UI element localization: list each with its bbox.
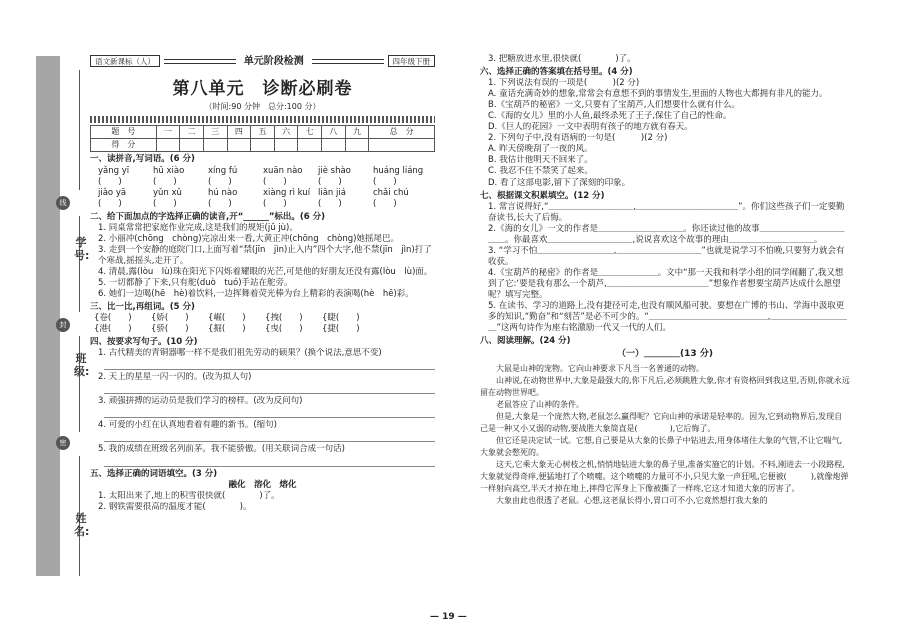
score-cell[interactable] (203, 139, 227, 152)
question-item: 5. 我的成绩在班级名列前茅。我不能骄傲。(用关联词合成一句话) (98, 444, 345, 455)
passage-paragraph: 但它还是决定试一试。它想,自己要是从大象的长鼻子中钻进去,用身体堵住大象的气管,不让它喘气,大象就会憋死的。 (480, 435, 843, 457)
passage-title: （一）＿＿＿＿(13 分) (617, 349, 713, 360)
binding-seal-icon: 线 (56, 196, 70, 210)
right-column (480, 54, 850, 507)
header-band: 单元阶段检测 (243, 55, 304, 67)
option: A. 童话充满奇妙的想象,常常会有意想不到的事情发生,里面的人物也大都拥有非凡的能力。 (488, 89, 828, 100)
word-bank: 融化 溶化 熔化 (228, 479, 297, 490)
score-header-cell: 八 (322, 126, 346, 139)
score-header-cell: 一 (156, 126, 180, 139)
section-title: 八、阅读理解。(24 分) (480, 336, 571, 347)
score-cell[interactable] (345, 139, 369, 152)
score-header-cell: 五 (251, 126, 275, 139)
binding-seal-icon: 封 (56, 318, 70, 332)
name-label: 姓名: (74, 512, 90, 538)
textbook-tag: 语文新课标（人） (90, 55, 160, 67)
question-item: 6. 她们一边喝(hē hè)着饮料,一边挥舞着荧光棒为台上精彩的表演喝(hè hē)彩。 (98, 289, 414, 300)
cut-line (79, 70, 80, 190)
score-cell[interactable] (251, 139, 275, 152)
score-cell[interactable] (369, 139, 435, 152)
score-header-cell: 四 (227, 126, 251, 139)
option: D. 看了这部电影,留下了深刻的印象。 (488, 177, 631, 188)
score-cell[interactable] (156, 139, 180, 152)
page-title: 第八单元 诊断必刷卷 (172, 79, 353, 99)
cut-line (79, 216, 80, 312)
binding-seal-icon: 密 (56, 436, 70, 450)
score-header-cell: 七 (298, 126, 322, 139)
class-label: 班级: (74, 352, 90, 378)
question-item: 4. 清晨,露(lòu lù)珠在阳光下闪烁着耀眼的光芒,可是他的好朋友还没有露(lòu lù)面。 (98, 266, 433, 277)
page-number: — 19 — (430, 612, 467, 622)
fill-item: 2.《海的女儿》一文的作者是＿＿＿＿＿＿＿＿＿＿。你还读过他的故事＿＿＿＿＿＿＿＿＿＿＿＿。你最喜欢＿＿＿＿＿＿＿＿＿＿,说说喜欢这个故事的理由＿＿＿＿＿＿＿＿＿＿。 (488, 223, 845, 245)
question-item: 1. 下列说法有误的一项是( )(2 分) (488, 78, 640, 89)
passage-paragraph: 这天,它乘大象无心树枝之机,悄悄地钻进大象的鼻子里,准备实施它的计划。不料,刚进去一小段路程,大象就觉得奇痒,便猛地打了个喷嚏。这个喷嚏的力量可不小,只见大象一声狂吼,它便被( ),就像炮弹一样射向高空,半天才掉在地上,摔得它浑身上下像被撕了一样疼,它这才知道大象的厉害了。 (480, 459, 849, 493)
page-header (90, 54, 435, 68)
score-cell[interactable] (274, 139, 298, 152)
cut-line (79, 336, 80, 432)
passage-paragraph: 但是,大象是一个庞然大物,老鼠怎么赢得呢？它向山神的承诺是轻率的。因为,它到动物界后,发现自己是一种又小又弱的动物,要战胜大象简直是( ),它后悔了。 (480, 411, 843, 433)
option: C.《海的女儿》里的小人鱼,最终杀死了王子,保住了自己的性命。 (488, 111, 732, 122)
compare-row: {港( ) {骄( ) {掘( ) {曳( ) {捷( ) (94, 324, 360, 335)
compare-row: {卷( ) {娇( ) {崛( ) {拽( ) {睫( ) (94, 313, 360, 324)
student-id-label: 学号: (74, 236, 90, 262)
section-title: 五、选择正确的词语填空。(3 分) (90, 468, 218, 479)
score-cell[interactable]: 得 分 (91, 139, 157, 152)
left-column (90, 54, 435, 513)
question-item: 1. 古代精美的青铜器哪一样不是我们祖先劳动的硕果？(换个说法,意思不变) (98, 348, 382, 359)
option: C. 我忍不住不禁笑了起来。 (488, 166, 593, 177)
question-item: 1. 同桌常常把家庭作业完成,这是我们的规矩(jǔ jù)。 (98, 222, 298, 233)
score-header-cell: 九 (345, 126, 369, 139)
question-item: 3. 顽强拼搏的运动员是我们学习的榜样。(改为反问句) (98, 396, 303, 407)
section-title: 四、按要求写句子。(10 分) (90, 337, 198, 348)
section-title: 七、根据课文积累填空。(12 分) (480, 190, 605, 201)
score-header-cell: 三 (203, 126, 227, 139)
fill-item: 3. “学习不怕＿＿＿＿＿＿＿＿＿,＿＿＿＿＿＿＿＿＿＿”也就是说学习不怕晚,只要努力就会有收获。 (488, 245, 845, 267)
question-item: 2. 下列句子中,没有语病的一句是( )(2 分) (488, 133, 668, 144)
answer-row[interactable]: ( ) ( ) ( ) ( ) ( ) ( ) (98, 198, 397, 209)
pinyin-row: yǎng yī hū xiào xíng fú xuān nào jiè shào huáng liáng (98, 165, 424, 176)
section-title: 二、给下面加点的字选择正确的读音,开“______”标出。(6 分) (90, 211, 326, 222)
score-header-cell: 二 (180, 126, 204, 139)
score-header-cell: 总 分 (369, 126, 435, 139)
answer-line[interactable] (104, 431, 435, 442)
section-title: 六、选择正确的答案填在括号里。(4 分) (480, 67, 633, 78)
question-item: 2. 钢铁需要很高的温度才能( )。 (98, 501, 252, 512)
question-item: 2. 天上的星星一闪一闪的。(改为拟人句) (98, 372, 252, 383)
option: D.《巨人的花园》一文中表明有孩子的地方就有春天。 (488, 122, 693, 133)
question-item: 5. 一切都静了下来,只有舵(duò tuó)手站在舵旁。 (98, 278, 293, 288)
passage-paragraph: 大鼠是山神的宠物。它向山神要求下凡当一名普通的动物。 (496, 363, 704, 373)
question-item: 3. 走到一个安静的庭院门口,上面写着“禁(jīn jìn)止入内”四个大字,他不禁(jīn jìn)打了个寒战,摇摇头,走开了。 (98, 244, 432, 266)
section-title: 一、读拼音,写词语。(6 分) (90, 154, 195, 165)
score-cell[interactable] (227, 139, 251, 152)
score-table-row (91, 139, 435, 152)
question-item: 4. 可爱的小红在认真地看着有趣的新书。(缩句) (98, 420, 277, 431)
answer-line[interactable] (104, 383, 435, 394)
fill-item: 1. 常言说得好,“＿＿＿＿＿＿＿＿＿＿,＿＿＿＿＿＿＿＿＿＿＿＿”。你们这些孩子们一定要勤奋读书,长大了后悔。 (488, 201, 845, 223)
option: B.《宝葫芦的秘密》一文,只要有了宝葫芦,人们想要什么就有什么。 (488, 100, 740, 111)
answer-line[interactable] (104, 407, 435, 418)
answer-line[interactable] (104, 359, 435, 370)
exam-info: （时间:90 分钟 总分:100 分） (204, 102, 321, 112)
score-cell[interactable] (180, 139, 204, 152)
score-table-row (91, 126, 435, 139)
grade-tag: 四年级下册 (388, 55, 436, 67)
answer-row[interactable]: ( ) ( ) ( ) ( ) ( ) ( ) (98, 176, 397, 187)
decor-bar (90, 116, 435, 123)
section-title: 三、比一比,再组词。(5 分) (90, 302, 195, 313)
passage-paragraph: 山神说,在动物世界中,大象是最强大的,你下凡后,必须跳胜大象,你才有资格回到我这里,否则,你就永远留在动物世界吧。 (480, 375, 850, 397)
question-item: 3. 把糖放进水里,很快就( )了。 (488, 54, 636, 64)
option: B. 我估计他明天不回来了。 (488, 155, 593, 166)
answer-line[interactable] (104, 456, 435, 467)
question-item: 2. 小丽冲(chōng chòng)完凉出来一看,大黄正冲(chōng chòng)她摇尾巴。 (98, 233, 399, 244)
pinyin-row: jiǎo yā yǔn xǔ hú nào xiàng rì kuí liǎn jiá chǎi chú (98, 187, 409, 198)
binding-strip (36, 56, 60, 576)
score-header-cell: 六 (274, 126, 298, 139)
score-cell[interactable] (298, 139, 322, 152)
fill-item: 4.《宝葫芦的秘密》的作者是＿＿＿＿＿＿＿。文中“那一天我和科学小组的同学闹翻了,我又想到了它:‘要是我有那么一个葫芦,＿＿＿＿＿＿＿＿＿＿＿＿”想象作者想要宝葫芦达成什么愿望呢？填写完整。 (488, 267, 844, 300)
fill-item: 5. 在读书、学习的道路上,没有捷径可走,也没有顺风船可驶。要想在广博的书山、学海中汲取更多的知识,“勤奋”和“刻苦”是必不可少的。“＿＿＿＿＿＿＿＿＿＿＿＿＿＿,＿＿＿＿＿＿＿＿＿＿”这两句诗作为座右铭激励一代又一代的人们。 (488, 301, 847, 334)
passage-paragraph: 老鼠答应了山神的条件。 (496, 399, 584, 409)
option: A. 昨天傍晚刮了一夜的风。 (488, 144, 593, 155)
score-cell[interactable] (322, 139, 346, 152)
score-table (90, 125, 435, 152)
score-header-cell: 题 号 (91, 126, 157, 139)
passage-paragraph: 大象由此也很透了老鼠。心想,这老鼠长得小,胃口可不小,它竟然想打我大象的 (496, 495, 768, 505)
question-item: 1. 太阳出来了,地上的积雪很快就( )了。 (98, 490, 280, 501)
